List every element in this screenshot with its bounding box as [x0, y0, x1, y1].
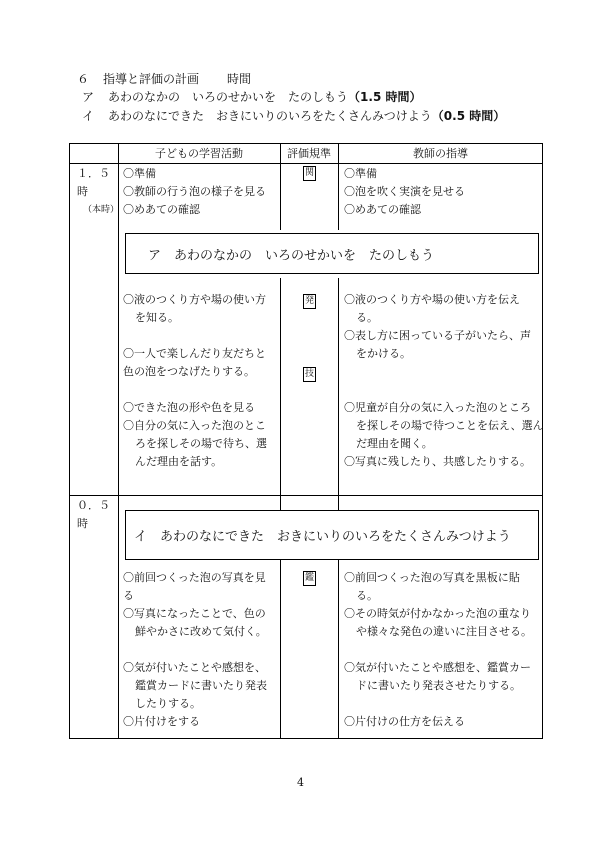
list-item: 〇一人で楽しんだり友だちと: [123, 347, 266, 360]
block2-time-unit: 時: [77, 517, 88, 530]
subsection-i-mark: イ: [82, 109, 95, 123]
goal-banner-i: [125, 510, 539, 560]
list-item: 鑑賞カードに書いたり発表: [135, 679, 267, 692]
block1-teacher-guidance: [344, 291, 544, 471]
list-item: 〇その時気が付かなかった泡の重なり: [344, 607, 531, 620]
list-item: だ理由を聞く。: [356, 437, 433, 450]
col-header-criteria: 評価規準: [287, 147, 331, 160]
section-title: 指導と評価の計画: [103, 72, 200, 86]
block1-time-value: １．５: [77, 167, 110, 180]
block2-time-value: ０．５: [77, 499, 110, 512]
block1-intro-teacher: [344, 165, 465, 219]
block-divider: [70, 495, 543, 496]
list-item: 〇前回つくった泡の写真を見: [123, 571, 266, 584]
col-header-student: 子どもの学習活動: [155, 147, 243, 160]
list-item: 〇片付けの仕方を伝える: [344, 715, 465, 728]
list-item: 〇教師の行う泡の様子を見る: [123, 185, 266, 198]
list-item: 〇片付けをする: [123, 715, 200, 728]
header-divider: [70, 163, 543, 164]
list-item: 〇気が付いたことや感想を、: [123, 661, 266, 674]
column-divider: [338, 560, 339, 739]
block1-student-activities: [123, 291, 267, 471]
list-item: んだ理由を話す。: [135, 455, 223, 468]
list-item: 〇写真になったことで、色の: [123, 607, 266, 620]
subsection-i-text: あわのなにできた おきにいりのいろをたくさんみつけよう: [108, 109, 432, 123]
section-heading: [77, 71, 251, 87]
subsection-a-hours: （1.5 時間）: [348, 90, 422, 104]
list-item: ろを探しその場で待ち、選: [135, 437, 267, 450]
list-item: る: [123, 589, 134, 602]
list-item: 〇泡を吹く実演を見せる: [344, 185, 465, 198]
list-item: 〇写真に残したり、共感したりする。: [344, 455, 531, 468]
list-item: 〇前回つくった泡の写真を黒板に貼: [344, 571, 520, 584]
block1-time: [77, 165, 120, 219]
list-item: 〇児童が自分の気に入った泡のところ: [344, 401, 531, 414]
column-divider: [280, 278, 281, 496]
list-item: 〇液のつくり方や場の使い方: [123, 293, 266, 306]
section-hours: 時間: [227, 72, 252, 86]
list-item: 〇めあての確認: [123, 203, 200, 216]
list-item: 〇表し方に困っている子がいたら、声: [344, 329, 531, 342]
list-item: をかける。: [356, 347, 411, 360]
column-divider: [118, 144, 119, 739]
list-item: 〇自分の気に入った泡のとこ: [123, 419, 266, 432]
subsection-a-text: あわのなかの いろのせかいを たのしもう: [108, 90, 349, 104]
column-divider: [280, 560, 281, 739]
goal-banner-i-text: イ あわのなにできた おきにいりのいろをたくさんみつけよう: [134, 529, 511, 545]
subsection-i: [82, 108, 505, 124]
list-item: 〇気が付いたことや感想を、鑑賞カー: [344, 661, 531, 674]
list-item: 〇できた泡の形や色を見る: [123, 401, 255, 414]
block1-time-note: （本時）: [83, 205, 120, 215]
list-item: 〇めあての確認: [344, 203, 421, 216]
list-item: る。: [356, 311, 378, 324]
list-item: を探しその場で待つことを伝え、選ん: [356, 419, 544, 432]
list-item: を知る。: [135, 311, 179, 324]
list-item: 〇準備: [344, 167, 377, 180]
list-item: や様々な発色の違いに注目させる。: [356, 625, 532, 638]
list-item: 〇液のつくり方や場の使い方を伝え: [344, 293, 520, 306]
criteria-badge-appreciation: 鑑: [303, 571, 316, 586]
block2-time: [77, 497, 117, 533]
goal-banner-a-text: ア あわのなかの いろのせかいを たのしもう: [148, 248, 435, 263]
goal-banner-a: [125, 233, 539, 274]
block1-time-unit: 時: [77, 185, 88, 198]
subsection-a-mark: ア: [82, 90, 95, 104]
list-item: ドに書いたり発表させたりする。: [356, 679, 521, 692]
block2-teacher-guidance: [344, 569, 532, 731]
subsection-i-hours: （0.5 時間）: [431, 109, 506, 123]
subsection-a: [82, 89, 421, 105]
col-header-teacher: 教師の指導: [413, 147, 468, 160]
criteria-badge-idea: 発: [303, 294, 316, 309]
section-number: ６: [77, 72, 90, 86]
list-item: 色の泡をつなげたりする。: [123, 365, 255, 378]
lesson-plan-table: [69, 143, 543, 739]
list-item: したりする。: [135, 697, 201, 710]
block1-intro-student: [123, 165, 266, 219]
page-number: 4: [297, 776, 304, 789]
list-item: 〇準備: [123, 167, 156, 180]
block2-student-activities: [123, 569, 267, 731]
criteria-badge-interest: 関: [303, 166, 316, 181]
criteria-badge-skill: 技: [303, 367, 316, 382]
column-divider: [338, 278, 339, 496]
list-item: 鮮やかさに改めて気付く。: [135, 625, 267, 638]
list-item: る。: [356, 589, 378, 602]
